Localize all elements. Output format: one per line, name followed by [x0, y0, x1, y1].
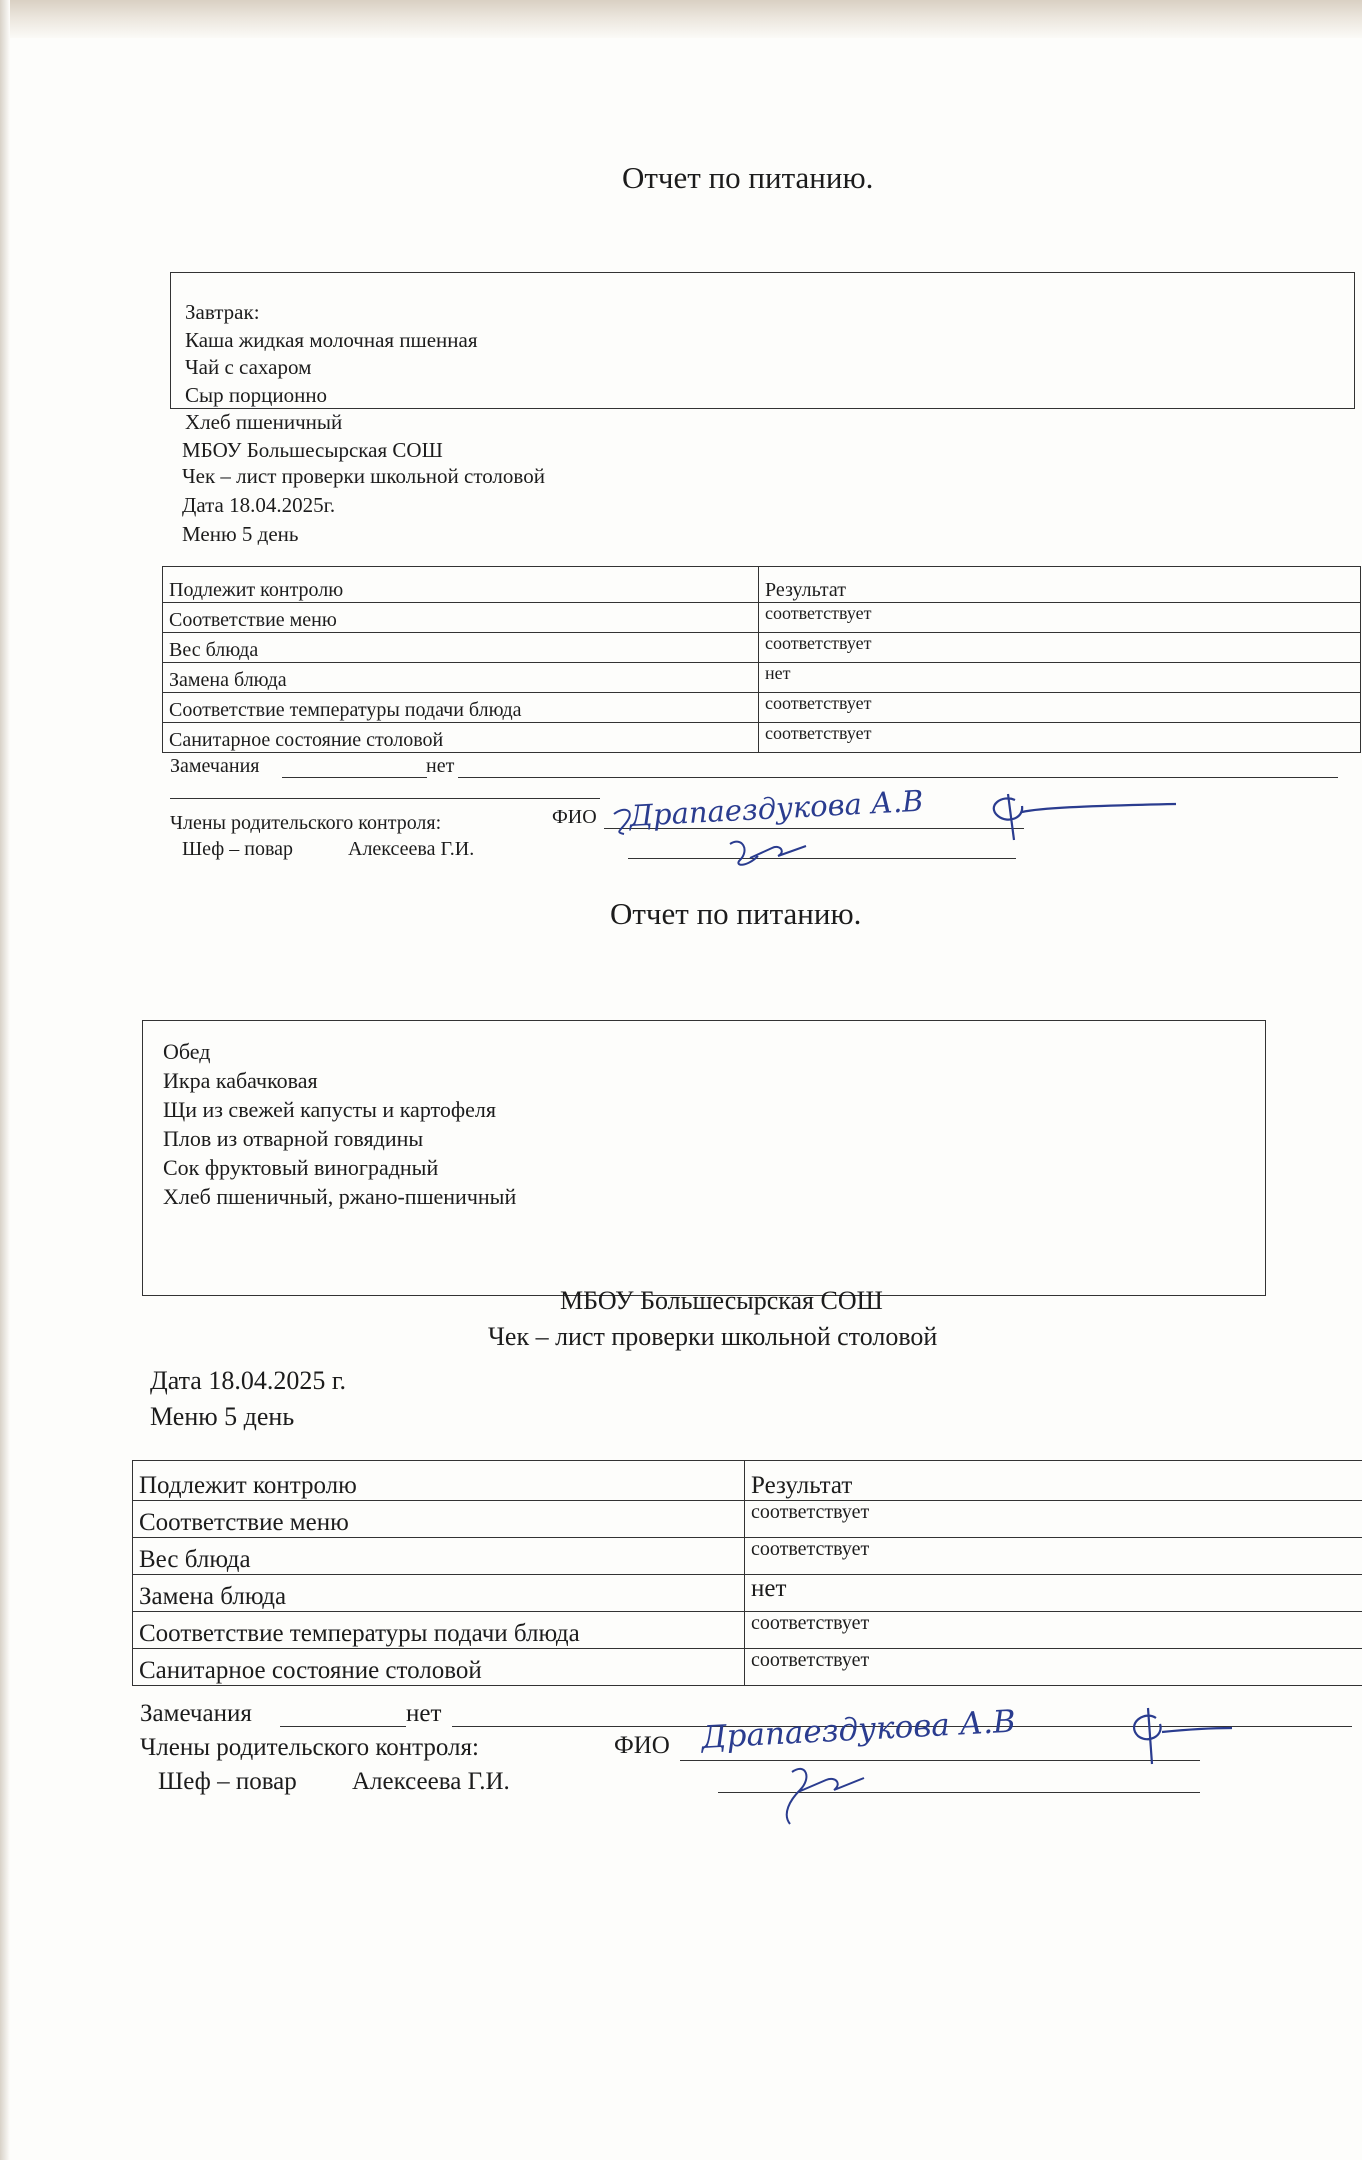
- column-header: Подлежит контролю: [163, 567, 759, 603]
- report2-remarks-value: нет: [406, 1700, 442, 1727]
- control-item: Соответствие температуры подачи блюда: [163, 693, 759, 723]
- control-item: Вес блюда: [163, 633, 759, 663]
- report2-menu-day: Меню 5 день: [150, 1402, 295, 1431]
- report1-remarks-label: Замечания: [170, 755, 260, 777]
- table-row: [163, 603, 1361, 633]
- report2-check-table: [132, 1460, 1362, 1686]
- control-item: Соответствие температуры подачи блюда: [133, 1612, 745, 1649]
- report1-menu-day: Меню 5 день: [182, 522, 299, 546]
- report1-remarks-value: нет: [426, 755, 455, 777]
- table-header-row: [163, 567, 1361, 603]
- report2-parent-control-label: Члены родительского контроля:: [140, 1734, 479, 1761]
- report2-title: Отчет по питанию.: [610, 896, 862, 931]
- report2-meal-line: Икра кабачковая: [163, 1068, 318, 1093]
- report1-pen-flourish: [614, 810, 630, 834]
- report2-meal-line: Обед: [163, 1039, 211, 1064]
- report2-menu-box: [142, 1020, 1266, 1296]
- report1-menu-box: [170, 272, 1355, 434]
- report1-meal-line: Чай с сахаром: [185, 355, 312, 379]
- report1-separator-line: [170, 798, 600, 799]
- report1-meal-line: Каша жидкая молочная пшенная: [185, 327, 478, 352]
- report2-fio-label: ФИО: [614, 1732, 670, 1759]
- report2-chef-name: Алексеева Г.И.: [352, 1768, 510, 1795]
- report2-remarks-underline-1: [280, 1726, 406, 1727]
- table-row: [133, 1501, 1362, 1538]
- report1-check-table: [162, 566, 1361, 753]
- control-result: нет: [759, 663, 1361, 693]
- report1-checklist-title: Чек – лист проверки школьной столовой: [182, 464, 545, 488]
- report2-remarks-label: Замечания: [140, 1700, 252, 1727]
- control-result: соответствует: [745, 1538, 1362, 1575]
- report1-meal-line: Хлеб пшеничный: [185, 410, 343, 434]
- report1-title: Отчет по питанию.: [622, 160, 874, 195]
- table-row: [133, 1612, 1362, 1649]
- control-result: соответствует: [745, 1612, 1362, 1649]
- report1-remarks-underline-2: [458, 777, 1338, 778]
- table-row: [163, 693, 1361, 723]
- report2-handwritten-fio: [686, 1703, 1246, 1836]
- report1-signature-mark: [994, 794, 1176, 840]
- report2-meal-line: Щи из свежей капусты и картофеля: [163, 1097, 496, 1122]
- control-item: Санитарное состояние столовой: [163, 723, 759, 753]
- report1-chef-label: Шеф – повар: [182, 838, 294, 860]
- control-result: соответствует: [745, 1501, 1362, 1538]
- report1-handwritten-name: Драпаездукова А.В: [628, 783, 925, 833]
- control-result: соответствует: [759, 633, 1361, 663]
- report2-meal-line: Хлеб пшеничный, ржано-пшеничный: [163, 1184, 517, 1209]
- report1-chef-name: Алексеева Г.И.: [348, 838, 475, 860]
- report1-date: Дата 18.04.2025г.: [182, 493, 336, 517]
- report1-parent-control-label: Члены родительского контроля:: [170, 812, 442, 834]
- table-header-row: [133, 1461, 1362, 1501]
- report1-chef-signature: [730, 842, 806, 865]
- report2-chef-label: Шеф – повар: [158, 1768, 297, 1795]
- report1-handwritten-fio: [610, 783, 1170, 876]
- report2-signature-mark: [1134, 1708, 1232, 1764]
- report2-chef-signature: [787, 1769, 864, 1824]
- table-row: [133, 1649, 1362, 1686]
- report1-meal-line: Завтрак:: [185, 300, 260, 324]
- control-result: соответствует: [759, 693, 1361, 723]
- scan-shadow-top: [0, 0, 1362, 38]
- report2-date: Дата 18.04.2025 г.: [150, 1366, 347, 1395]
- control-result: соответствует: [759, 603, 1361, 633]
- scan-shadow-left: [0, 0, 10, 2160]
- control-result: соответствует: [745, 1649, 1362, 1686]
- column-header: Подлежит контролю: [133, 1461, 745, 1501]
- report2-checklist-title: Чек – лист проверки школьной столовой: [488, 1322, 938, 1351]
- table-row: [163, 723, 1361, 753]
- control-item: Замена блюда: [133, 1575, 745, 1612]
- report2-meal-line: Сок фруктовый виноградный: [163, 1155, 439, 1180]
- column-header: Результат: [759, 567, 1361, 603]
- table-row: [163, 633, 1361, 663]
- control-item: Соответствие меню: [163, 603, 759, 633]
- control-result: нет: [745, 1575, 1362, 1612]
- control-item: Соответствие меню: [133, 1501, 745, 1538]
- report1-fio-label: ФИО: [552, 806, 597, 828]
- control-result: соответствует: [759, 723, 1361, 753]
- report1-school: МБОУ Большесырская СОШ: [182, 438, 443, 462]
- report1-remarks-underline-1: [282, 777, 427, 778]
- report2-handwritten-name: Драпаездукова А.В: [700, 1703, 1017, 1756]
- table-row: [163, 663, 1361, 693]
- report2-school: МБОУ Большесырская СОШ: [560, 1286, 883, 1315]
- report2-meal-line: Плов из отварной говядины: [163, 1126, 424, 1151]
- control-item: Замена блюда: [163, 663, 759, 693]
- table-row: [133, 1538, 1362, 1575]
- control-item: Санитарное состояние столовой: [133, 1649, 745, 1686]
- column-header: Результат: [745, 1461, 1362, 1501]
- table-row: [133, 1575, 1362, 1612]
- report1-meal-line: Сыр порционно: [185, 382, 328, 407]
- control-item: Вес блюда: [133, 1538, 745, 1575]
